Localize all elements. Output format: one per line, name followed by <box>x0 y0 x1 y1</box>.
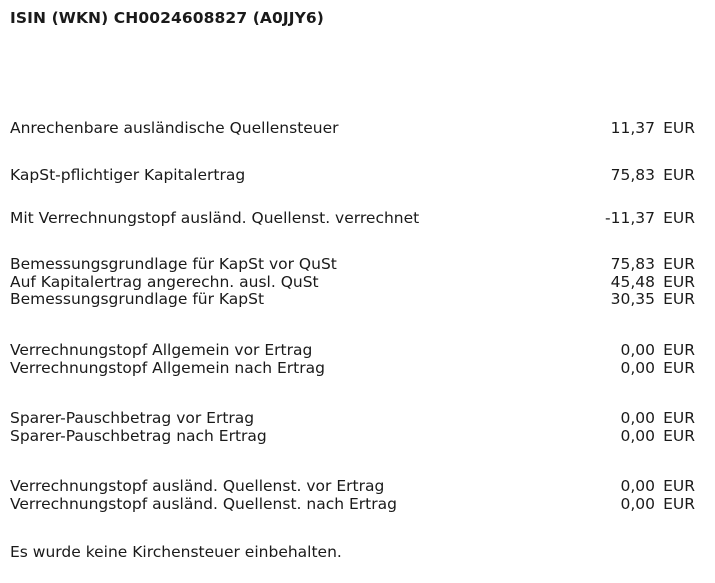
row-amount: 75,83 <box>610 255 655 273</box>
row-amount: 0,00 <box>620 341 655 359</box>
row-amount: -11,37 <box>605 209 655 227</box>
statement-row <box>10 291 695 309</box>
row-label: Verrechnungstopf ausländ. Quellenst. nach Ertrag <box>10 494 397 513</box>
statement-row <box>10 256 695 274</box>
row-currency: EUR <box>663 272 695 291</box>
row-label: Verrechnungstopf Allgemein vor Ertrag <box>10 341 313 359</box>
statement-row <box>10 342 695 360</box>
row-currency: EUR <box>663 209 695 227</box>
row-label: Bemessungsgrundlage für KapSt <box>10 290 265 308</box>
row-group <box>10 256 695 309</box>
row-amount: 30,35 <box>610 290 655 308</box>
church-tax-note: Es wurde keine Kirchensteuer einbehalten. <box>10 543 342 561</box>
row-label: Verrechnungstopf ausländ. Quellenst. vor Ertrag <box>10 477 385 495</box>
statement-row <box>10 274 695 292</box>
statement-row <box>10 167 695 185</box>
row-currency: EUR <box>663 358 695 377</box>
statement-row <box>10 360 695 378</box>
row-currency: EUR <box>663 290 695 308</box>
isin-heading: ISIN (WKN) CH0024608827 (A0JJY6) <box>10 9 324 27</box>
row-group <box>10 478 695 513</box>
statement-row <box>10 120 695 138</box>
row-amount: 11,37 <box>610 119 655 137</box>
row-amount: 0,00 <box>620 494 655 513</box>
row-currency: EUR <box>663 477 695 495</box>
statement-row <box>10 428 695 446</box>
statement-row <box>10 210 695 228</box>
row-group <box>10 210 695 228</box>
row-label: Verrechnungstopf Allgemein nach Ertrag <box>10 358 325 377</box>
row-group <box>10 167 695 185</box>
row-label: Sparer-Pauschbetrag nach Ertrag <box>10 426 267 445</box>
row-amount: 0,00 <box>620 426 655 445</box>
row-group <box>10 410 695 445</box>
statement-row <box>10 410 695 428</box>
row-label: Bemessungsgrundlage für KapSt vor QuSt <box>10 255 337 273</box>
row-amount: 0,00 <box>620 477 655 495</box>
row-currency: EUR <box>663 494 695 513</box>
row-amount: 45,48 <box>610 272 655 291</box>
row-label: Mit Verrechnungstopf ausländ. Quellenst. verrechnet <box>10 209 420 227</box>
row-amount: 0,00 <box>620 358 655 377</box>
row-label: Anrechenbare ausländische Quellensteuer <box>10 119 339 137</box>
row-label: KapSt-pflichtiger Kapitalertrag <box>10 166 246 184</box>
row-currency: EUR <box>663 255 695 273</box>
statement-row <box>10 478 695 496</box>
row-currency: EUR <box>663 341 695 359</box>
row-currency: EUR <box>663 119 695 137</box>
row-currency: EUR <box>663 426 695 445</box>
row-group <box>10 120 695 138</box>
row-label: Sparer-Pauschbetrag vor Ertrag <box>10 409 255 427</box>
row-currency: EUR <box>663 166 695 184</box>
statement-row <box>10 496 695 514</box>
row-label: Auf Kapitalertrag angerechn. ausl. QuSt <box>10 272 319 291</box>
row-currency: EUR <box>663 409 695 427</box>
row-amount: 0,00 <box>620 409 655 427</box>
row-amount: 75,83 <box>610 166 655 184</box>
row-group <box>10 342 695 377</box>
